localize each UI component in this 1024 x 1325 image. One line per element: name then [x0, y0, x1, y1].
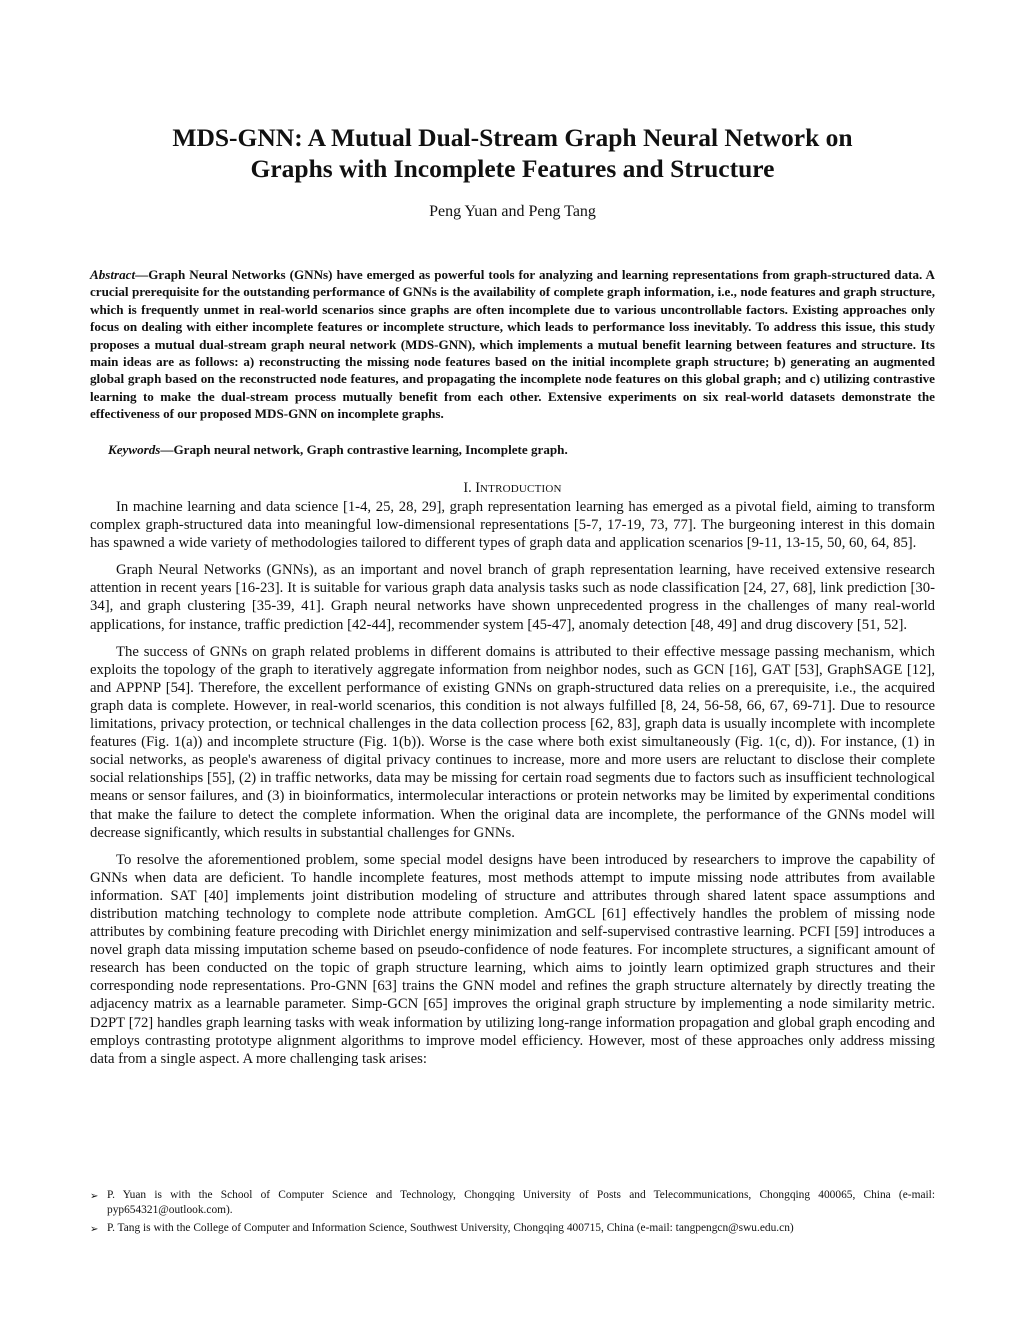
body-text: [90, 498, 935, 1077]
keywords: [108, 442, 935, 458]
footnote-text: P. Tang is with the College of Computer and Information Science, Southwest University, Chongqing 400715, China (e-mail: tangpengcn@swu.edu.cn): [107, 1222, 794, 1234]
keywords-label: Keywords: [108, 442, 161, 457]
paragraph: The success of GNNs on graph related problems in different domains is attributed to their effective message passing mechanism, which exploits the topology of the graph to iteratively aggregate information from neighbor nodes, such as GCN [16], GAT [53], GraphSAGE [12], and APPNP [54]. Therefore, the excellent performance of existing GNNs on graph-structured data relies on a prerequisite, i.e., the acquired graph data is complete. However, in real-world scenarios, this condition is not always fulfilled [8, 24, 56-58, 66, 67, 69-71]. Due to resource limitations, privacy protection, or technical challenges in the data collection process [62, 83], graph data is usually incomplete with incomplete features (Fig. 1(a)) and incomplete structure (Fig. 1(b)). Worse is the case where both exist simultaneously (Fig. 1(c, d)). For instance, (1) in social networks, as people's awareness of digital privacy continues to increase, more and more users are reluctant to disclose their complete social relationships [55], (2) in traffic networks, data may be missing for certain road segments due to factors such as insufficient technological means or sensor failures, and (3) in bioinformatics, intermolecular interactions or protein networks may be limited by experimental conditions that make the failure to detect the complete information. When the original data are incomplete, the performance of the GNNs model will decrease significantly, which results in substantial challenges for GNNs.: [90, 643, 935, 841]
abstract-label: Abstract: [90, 267, 136, 282]
arrow-bullet-icon: ➢: [90, 1224, 99, 1235]
footnote: [90, 1188, 935, 1218]
section-heading: [90, 480, 935, 497]
title-line-2: Graphs with Incomplete Features and Structure: [250, 154, 775, 183]
paper-page: [90, 0, 935, 1325]
paragraph: In machine learning and data science [1-4, 25, 28, 29], graph representation learning has emerged as a pivotal field, aiming to transform complex graph-structured data into meaningful low-dimensional representations [5-7, 17-19, 73, 77]. The burgeoning interest in this domain has spawned a wide variety of methodologies tailored to different types of graph data and application scenarios [9-11, 13-15, 50, 60, 64, 85].: [90, 499, 935, 552]
footnote: [90, 1221, 935, 1237]
keywords-text: —Graph neural network, Graph contrastive learning, Incomplete graph.: [160, 442, 568, 457]
paragraph: Graph Neural Networks (GNNs), as an important and novel branch of graph representation learning, have received extensive research attention in recent years [16-23]. It is suitable for various graph data analysis tasks such as node classification [24, 27, 68], link prediction [30-34], and graph clustering [35-39, 41]. Graph neural networks have shown unprecedented progress in the challenges of many real-world applications, for instance, traffic prediction [42-44], recommender system [45-47], anomaly detection [48, 49] and drug discovery [51, 52].: [90, 562, 935, 633]
section-number: I.: [463, 480, 472, 496]
author-list: Peng Yuan and Peng Tang: [429, 203, 596, 220]
paragraph: To resolve the aforementioned problem, some special model designs have been introduced by researchers to improve the capability of GNNs when data are deficient. To handle incomplete features, most methods attempt to impute missing node attributes from available information. SAT [40] implements joint distribution modeling of structure and attributes through shared latent space assumptions and distribution matching technology to complete node attribute completion. AmGCL [61] effectively handles the problem of missing node attributes by combining feature precoding with Dirichlet energy minimization and self-supervised contrastive learning. PCFI [59] introduces a novel graph data missing imputation scheme based on pseudo-confidence of node features. For incomplete structures, a significant amount of research has been conducted on the topic of graph structure learning, which aims to jointly learn optimized graph structures and their corresponding node representations. Pro-GNN [63] trains the GNN model and refines the graph structure alternately by directly treating the adjacency matrix as a learnable parameter. Simp-GCN [65] improves the original graph structure by implementing a node similarity metric. D2PT [72] handles graph learning tasks with weak information by utilizing long-range information propagation and global graph encoding and employs contrasting prototype alignment algorithms to improve model efficiency. However, most of these approaches only address missing data from a single aspect. A more challenging task arises:: [90, 851, 935, 1067]
paper-title: [90, 122, 935, 184]
abstract: [90, 266, 935, 423]
footnotes: [90, 1188, 935, 1240]
abstract-text: —Graph Neural Networks (GNNs) have emerged as powerful tools for analyzing and learning representations from graph-structured data. A crucial prerequisite for the outstanding performance of GNNs is the availability of complete graph information, i.e., node features and graph structure, which is frequently unmet in real-world scenarios since graphs are often incomplete due to various uncontrollable factors. Existing approaches only focus on dealing with either incomplete features or incomplete structure, which leads to performance loss inevitably. To address this issue, this study proposes a mutual dual-stream graph neural network (MDS-GNN), which implements a mutual benefit learning between features and structure. Its main ideas are as follows: a) reconstructing the missing node features based on the initial incomplete graph structure; b) generating an augmented global graph based on the reconstructed node features, and propagating the incomplete node features on this global graph; and c) utilizing contrastive learning to make the dual-stream process mutually benefit from each other. Extensive experiments on six real-world datasets demonstrate the effectiveness of our proposed MDS-GNN on incomplete graphs.: [90, 267, 935, 422]
title-line-1: MDS-GNN: A Mutual Dual-Stream Graph Neural Network on: [172, 123, 853, 152]
footnote-text: P. Yuan is with the School of Computer Science and Technology, Chongqing University of Posts and Telecommunications, Chongqing 400065, China (e-mail: pyp654321@outlook.com).: [107, 1189, 935, 1216]
section-title-rest: NTRODUCTION: [480, 483, 562, 495]
arrow-bullet-icon: ➢: [90, 1191, 99, 1202]
section-title-first: I: [475, 480, 481, 496]
